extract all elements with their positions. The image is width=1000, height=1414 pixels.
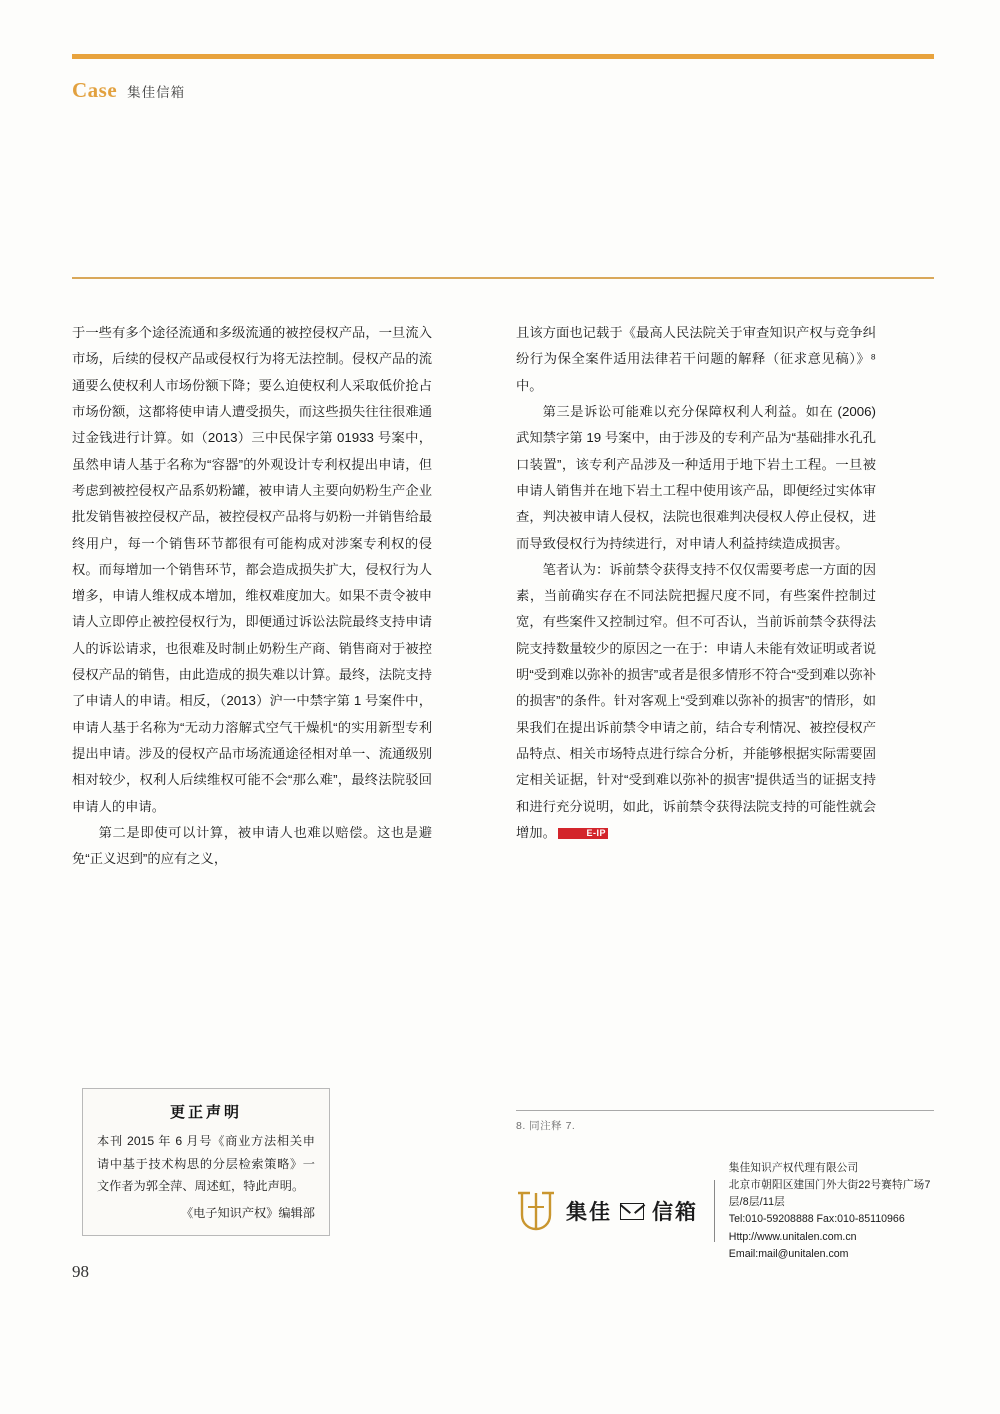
correction-notice-title: 更正声明	[169, 1104, 242, 1121]
page-header	[72, 78, 185, 103]
correction-notice-signature: 《电子知识产权》编辑部	[180, 1205, 315, 1220]
paragraph-text: 笔者认为：诉前禁令获得支持不仅仅需要考虑一方面的因素，当前确实存在不同法院把握尺度不同，有些案件控制过宽，有些案件又控制过窄。但不可否认，当前诉前禁令获得法院支持数量较少的原因之一在于：申请人未能有效证明或者说明“受到难以弥补的损害”或者是很多情形不符合“受到难以弥补的损害”的条件。针对客观上“受到难以弥补的损害”的情形，如果我们在提出诉前禁令申请之前，结合专利情况、被控侵权产品特点、相关市场特点进行综合分析，并能够根据实际需要固定相关证据，针对“受到难以弥补的损害”提供适当的证据支持和进行充分说明，如此，诉前禁令获得法院支持的可能性就会增加。	[516, 561, 876, 840]
page-number: 98	[72, 1262, 89, 1281]
brand-name-part1: 集佳	[566, 1201, 612, 1225]
brand-name	[566, 1196, 698, 1226]
company-name: 集佳知识产权代理有限公司	[728, 1162, 859, 1174]
correction-notice-body: 本刊 2015 年 6 月号《商业方法相关申请中基于技术构思的分层检索策略》一文作者为郭全萍、周述虹，特此声明。	[97, 1134, 315, 1194]
top-accent-rule	[72, 54, 934, 59]
body-column-left	[72, 320, 432, 873]
paragraph: 第三是诉讼可能难以充分保障权利人利益。如在 (2006) 武知禁字第 19 号案中，由于涉及的专利产品为“基础排水孔孔口装置”，该专利产品涉及一种适用于地下岩土工程。一旦被申请人销售并在地下岩土工程中使用该产品，即便经过实体审查，判决被申请人侵权，法院也很难判决侵权人停止侵权，进而导致侵权行为持续进行，对申请人利益持续造成损害。	[516, 403, 876, 551]
company-web: Http://www.unitalen.com.cn Email:mail@unitalen.com	[728, 1230, 857, 1260]
footnote-divider	[516, 1110, 934, 1111]
company-address: 北京市朝阳区建国门外大街22号赛特广场7层/8层/11层	[728, 1179, 931, 1209]
brand-footer	[516, 1160, 936, 1263]
end-of-article-mark: E-IP	[558, 828, 608, 839]
brand-divider	[714, 1180, 715, 1242]
envelope-icon	[620, 1203, 644, 1220]
company-phone: Tel:010-59208888 Fax:010-85110966	[728, 1213, 905, 1226]
unitalen-logo-icon	[516, 1189, 556, 1233]
correction-notice-box	[82, 1088, 330, 1236]
section-label-cn: 集佳信箱	[127, 85, 186, 100]
section-label-en: Case	[72, 78, 118, 102]
paragraph: 第二是即使可以计算，被申请人也难以赔偿。这也是避免“正义迟到”的应有之义，	[72, 824, 432, 867]
body-column-right	[516, 320, 876, 846]
brand-name-part2: 信箱	[652, 1201, 698, 1225]
paragraph: 于一些有多个途径流通和多级流通的被控侵权产品，一旦流入市场，后续的侵权产品或侵权行为将无法控制。侵权产品的流通要么使权利人市场份额下降；要么迫使权利人采取低价抢占市场份额，这都将使申请人遭受损失，而这些损失往往很难通过金钱进行计算。如（2013）三中民保字第 01933 号案中，虽然申请人基于名称为“容器”的外观设计专利权提出申请，但考虑到被控侵权产品系奶粉罐，被申请人主要向奶粉生产企业批发销售被控侵权产品，被控侵权产品将与奶粉一并销售给最终用户，每一个销售环节都很有可能构成对涉案专利权的侵权。而每增加一个销售环节，都会造成损失扩大，侵权行为人增多，申请人维权成本增加，维权难度加大。如果不责令被申请人立即停止被控侵权行为，即便通过诉讼法院最终支持申请人的诉讼请求，也很难及时制止奶粉生产商、销售商对于被控侵权产品的销售，由此造成的损失难以计算。最终，法院支持了申请人的申请。相反，（2013）沪一中禁字第 1 号案件中，申请人基于名称为“无动力溶解式空气干燥机“的实用新型专利提出申请。涉及的侵权产品市场流通途径相对单一、流通级别相对较少，权利人后续维权可能不会“那么难”，最终法院驳回申请人的申请。	[72, 325, 432, 814]
header-divider-rule	[72, 277, 934, 279]
paragraph-with-endmark	[516, 557, 876, 846]
brand-contact-info	[729, 1160, 936, 1263]
footnote-text: 8. 同注释 7.	[516, 1120, 576, 1132]
paragraph: 且该方面也记载于《最高人民法院关于审查知识产权与竞争纠纷行为保全案件适用法律若干问题的解释（征求意见稿）》⁸中。	[516, 325, 876, 393]
